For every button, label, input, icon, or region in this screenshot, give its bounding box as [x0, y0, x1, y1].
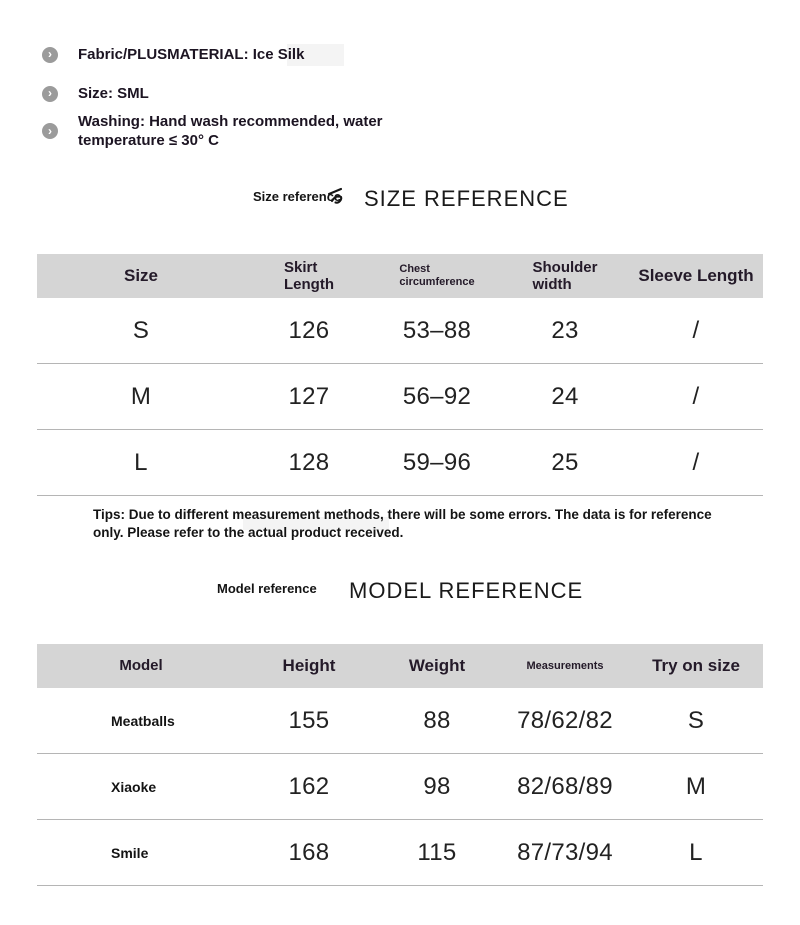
header-line: Chest [399, 263, 430, 276]
cell-shoulder: 23 [551, 316, 579, 344]
cell-height: 168 [288, 838, 330, 866]
tips-text: Tips: Due to different measurement methods, there will be some errors. The data is for reference only. Please refer to the actual product received. [93, 507, 712, 540]
cell-skirt-length: 128 [288, 448, 330, 476]
header-line: Length [284, 276, 334, 293]
model-table-row-meatballs [37, 688, 763, 754]
model-table [37, 644, 763, 886]
cell-weight: 88 [423, 706, 451, 734]
cell-try-on-size: L [689, 838, 703, 866]
model-section-title: MODEL REFERENCE [349, 578, 584, 603]
header-cell-skirt-length [245, 259, 373, 294]
header-cell-try-on-size: Try on size [652, 656, 740, 676]
header-cell-measurements: Measurements [526, 659, 604, 672]
cell-model-name: Smile [111, 844, 149, 861]
character-remnant-mark [327, 186, 344, 213]
spec-row-fabric [42, 45, 304, 64]
cell-height: 162 [288, 772, 330, 800]
header-cell-model: Model [119, 657, 163, 675]
cell-sleeve: / [692, 382, 700, 410]
size-table [37, 254, 763, 496]
model-table-header-row [37, 644, 763, 688]
cell-size: S [132, 316, 150, 344]
header-cell-weight: Weight [408, 656, 466, 676]
cell-size: L [134, 448, 148, 476]
model-section-label: Model reference [217, 581, 317, 596]
cell-try-on-size: M [685, 772, 707, 800]
chevron-right-icon: › [42, 47, 58, 63]
size-table-row-s [37, 298, 763, 364]
chevron-right-icon: › [42, 123, 58, 139]
cell-model-name: Xiaoke [111, 778, 157, 795]
spec-row-washing [42, 112, 400, 150]
cell-shoulder: 25 [551, 448, 579, 476]
header-cell-sleeve-length: Sleeve Length [638, 266, 754, 286]
cell-size: M [130, 382, 152, 410]
cell-try-on-size: S [687, 706, 705, 734]
size-table-header-row [37, 254, 763, 298]
cell-sleeve: / [692, 316, 700, 344]
header-line: Skirt [284, 258, 318, 276]
chevron-right-icon: › [42, 86, 58, 102]
header-line: width [532, 276, 572, 293]
cell-measurements: 78/62/82 [517, 706, 613, 734]
header-cell-size: Size [123, 266, 159, 286]
cell-sleeve: / [692, 448, 700, 476]
header-cell-shoulder-width [501, 259, 629, 294]
model-table-row-smile [37, 820, 763, 886]
cell-chest: 59–96 [402, 448, 472, 476]
cell-height: 155 [288, 706, 330, 734]
spec-text-washing: Washing: Hand wash recommended, water temperature ≤ 30° C [78, 113, 383, 149]
cell-shoulder: 24 [551, 382, 579, 410]
size-table-row-l [37, 430, 763, 496]
cell-chest: 56–92 [402, 382, 472, 410]
size-table-row-m [37, 364, 763, 430]
header-line: circumference [399, 276, 475, 288]
model-table-row-xiaoke [37, 754, 763, 820]
size-section-title: SIZE REFERENCE [364, 186, 569, 211]
spec-text-size: Size: SML [78, 85, 149, 102]
cell-weight: 115 [417, 838, 457, 866]
cell-measurements: 82/68/89 [517, 772, 613, 800]
spec-text-fabric: Fabric/PLUSMATERIAL: Ice Silk [78, 46, 305, 63]
cell-measurements: 87/73/94 [517, 838, 613, 866]
cell-skirt-length: 127 [288, 382, 330, 410]
header-line: Shoulder [532, 258, 598, 276]
cell-chest: 53–88 [402, 316, 472, 344]
header-cell-height: Height [282, 656, 336, 676]
header-cell-chest-circumference [373, 263, 501, 288]
cell-model-name: Meatballs [111, 712, 175, 729]
size-section-label: Size reference [253, 189, 342, 204]
cell-weight: 98 [423, 772, 451, 800]
spec-row-size [42, 84, 149, 103]
cell-skirt-length: 126 [288, 316, 330, 344]
